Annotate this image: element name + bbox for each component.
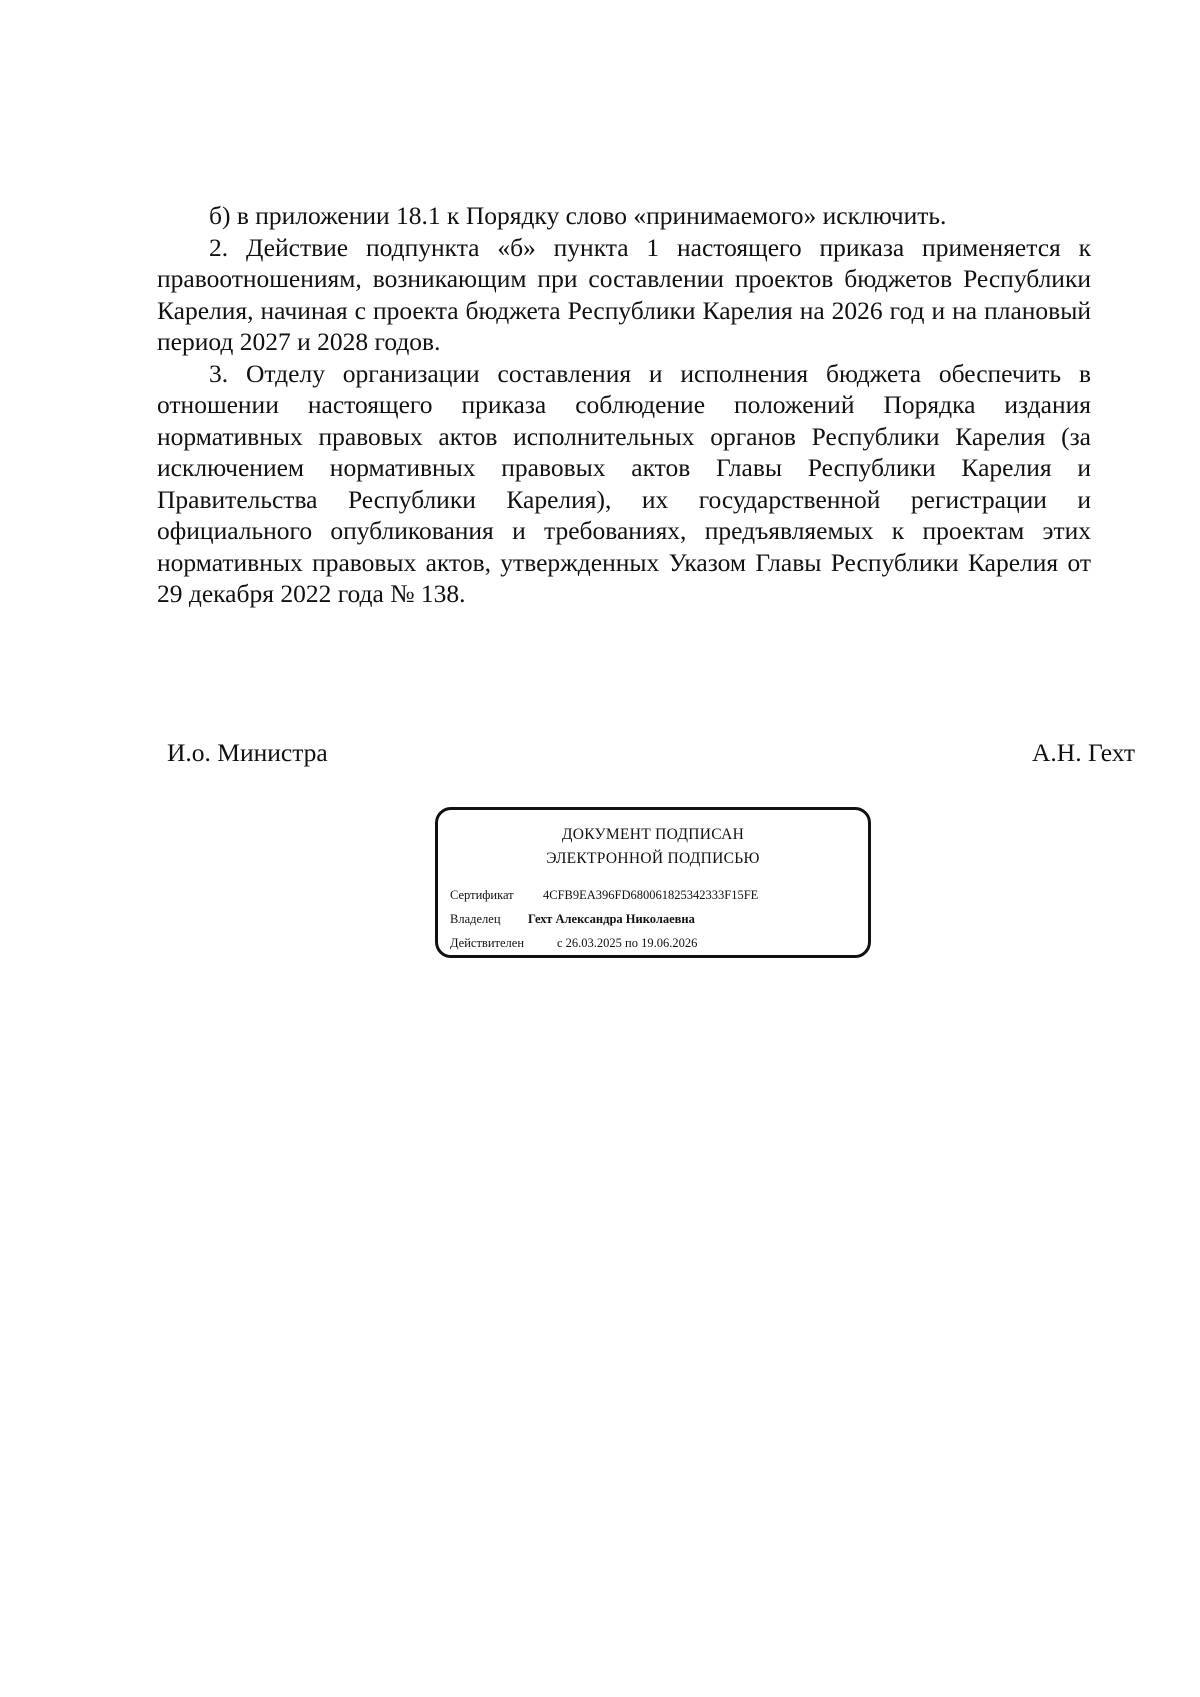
validity-label: Действителен xyxy=(450,936,525,950)
paragraph-2: 2. Действие подпункта «б» пункта 1 настоящего приказа применяется к правоотношениям, возникающим при составлении проектов бюджетов Республики Карелия, начиная с проекта бюджета Республики Карелия на 2026 год и на плановый период 2027 и 2028 годов. xyxy=(157,232,1091,356)
electronic-signature-stamp xyxy=(435,807,871,958)
certificate-label: Сертификат xyxy=(450,888,514,902)
owner-label: Владелец xyxy=(450,912,501,926)
stamp-owner-row xyxy=(450,912,695,927)
stamp-validity-row xyxy=(450,936,697,951)
stamp-certificate-row xyxy=(450,888,758,903)
stamp-heading-line-1: ДОКУМЕНТ ПОДПИСАН xyxy=(561,826,745,843)
signature-block xyxy=(167,738,1135,774)
certificate-value: 4CFB9EA396FD680061825342333F15FE xyxy=(543,888,759,902)
document-body xyxy=(157,200,1091,610)
signatory-position: И.о. Министра xyxy=(167,738,328,767)
validity-value: с 26.03.2025 по 19.06.2026 xyxy=(557,936,698,950)
paragraph-3: 3. Отделу организации составления и исполнения бюджета обеспечить в отношении настоящего приказа соблюдение положений Порядка издания нормативных правовых актов исполнительных органов Республики Карелия (за исключением нормативных правовых актов Главы Республики Карелия и Правительства Республики Карелия), их государственной регистрации и официального опубликования и требованиях, предъявляемых к проектам этих нормативных правовых актов, утвержденных Указом Главы Республики Карелия от 29 декабря 2022 года № 138. xyxy=(157,358,1091,608)
stamp-heading-line-2: ЭЛЕКТРОННОЙ ПОДПИСЬЮ xyxy=(546,850,760,867)
paragraph-item-b: б) в приложении 18.1 к Порядку слово «принимаемого» исключить. xyxy=(209,201,947,230)
owner-value: Гехт Александра Николаевна xyxy=(528,912,695,926)
signatory-name: А.Н. Гехт xyxy=(1032,738,1135,767)
